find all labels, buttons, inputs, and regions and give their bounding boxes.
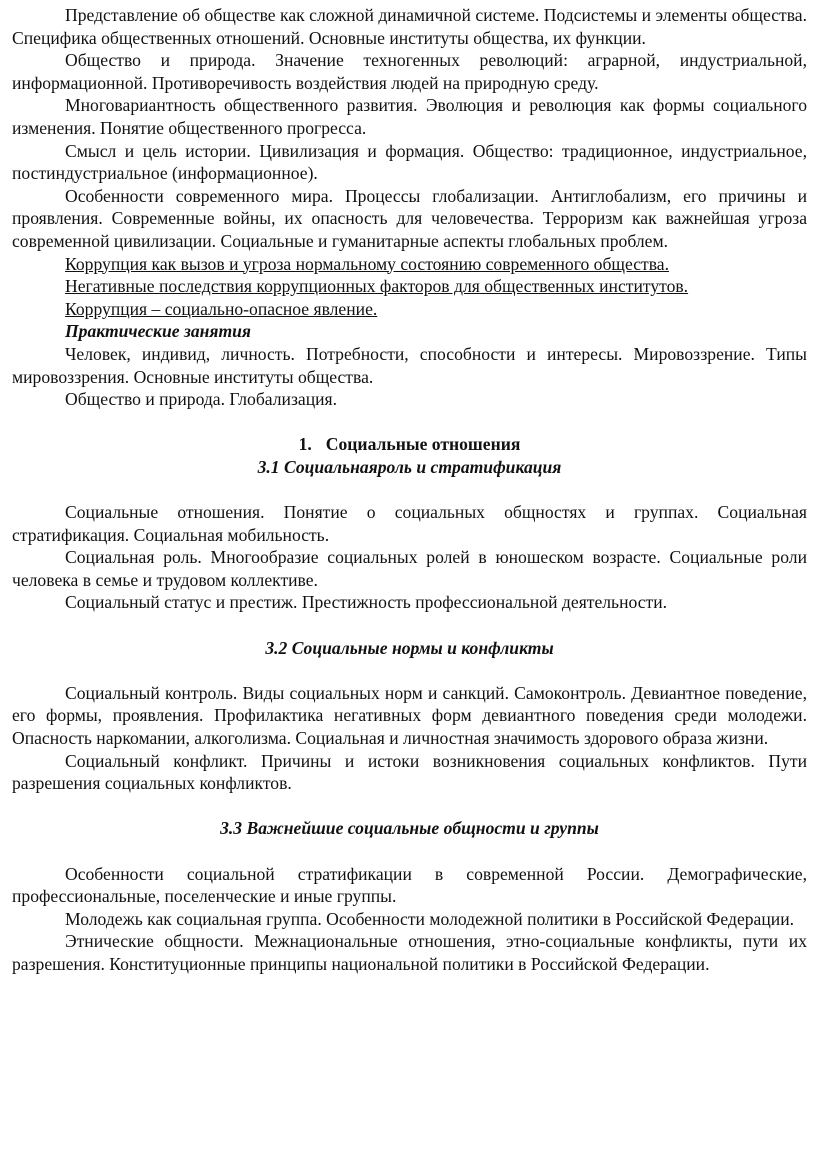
underlined-corruption-factors: Негативные последствия коррупционных факторов для общественных институтов. <box>65 276 689 297</box>
spacer <box>12 840 807 863</box>
spacer <box>12 614 807 637</box>
subsection-title-3-3: 3.3 Важнейшие социальные общности и группы <box>220 818 599 839</box>
spacer <box>12 478 807 501</box>
paragraph-society-nature: Общество и природа. Значение техногенных революций: аграрной, индустриальной, информационной. Противоречивость воздействия людей на природную среду. <box>12 50 807 93</box>
section-number: 1. <box>298 434 312 455</box>
paragraph-ethnic: Этнические общности. Межнациональные отношения, этно-социальные конфликты, пути их разрешения. Конституционные принципы национальной политики в Российской Федерации. <box>12 931 807 974</box>
paragraph-stratification-russia: Особенности социальной стратификации в современной России. Демографические, профессиональные, поселенческие и иные группы. <box>12 863 807 907</box>
spacer <box>12 795 807 818</box>
paragraph-society-system: Представление об обществе как сложной динамичной системе. Подсистемы и элементы общества. Специфика общественных отношений. Основные институты общества, их функции. <box>12 5 807 48</box>
paragraph-youth: Молодежь как социальная группа. Особенности молодежной политики в Российской Федерации. <box>65 908 795 929</box>
document-page <box>12 4 807 976</box>
spacer <box>12 659 807 682</box>
underlined-corruption-danger: Коррупция – социально-опасное явление. <box>65 298 378 319</box>
paragraph-social-control: Социальный контроль. Виды социальных норм и санкций. Самоконтроль. Девиантное поведение, его формы, проявления. Профилактика негативных форм девиантного поведения среди молодежи. Опасность наркомании, алкоголизма. Социальная и личностная значимость здорового образа жизни. <box>12 682 807 748</box>
subsection-title-3-1: 3.1 Социальнаяроль и стратификация <box>257 456 562 477</box>
practice-item: Общество и природа. Глобализация. <box>65 389 338 410</box>
paragraph-social-relations: Социальные отношения. Понятие о социальных общностях и группах. Социальная стратификация. Социальная мобильность. <box>12 502 807 545</box>
spacer <box>12 411 807 434</box>
paragraph-history: Смысл и цель истории. Цивилизация и формация. Общество: традиционное, индустриальное, постиндустриальное (информационное). <box>12 140 807 184</box>
practice-heading: Практические занятия <box>65 321 251 342</box>
section-title: Социальные отношения <box>325 434 521 455</box>
paragraph-social-conflict: Социальный конфликт. Причины и истоки возникновения социальных конфликтов. Пути разрешения социальных конфликтов. <box>12 750 807 794</box>
paragraph-social-status: Социальный статус и престиж. Престижность профессиональной деятельности. <box>65 592 668 613</box>
paragraph-development: Многовариантность общественного развития. Эволюция и революция как формы социального изменения. Понятие общественного прогресса. <box>12 95 807 138</box>
underlined-corruption-threat: Коррупция как вызов и угроза нормальному состоянию современного общества. <box>65 253 669 274</box>
subsection-title-3-2: 3.2 Социальные нормы и конфликты <box>265 637 554 658</box>
paragraph-social-role: Социальная роль. Многообразие социальных ролей в юношеском возрасте. Социальные роли человека в семье и трудовом коллективе. <box>12 547 807 590</box>
section-heading <box>12 433 807 456</box>
practice-item: Человек, индивид, личность. Потребности, способности и интересы. Мировоззрение. Типы мировоззрения. Основные институты общества. <box>12 343 807 387</box>
paragraph-modern-world: Особенности современного мира. Процессы глобализации. Антиглобализм, его причины и проявления. Современные войны, их опасность для человечества. Терроризм как важнейшая угроза современной цивилизации. Социальные и гуманитарные аспекты глобальных проблем. <box>12 185 807 251</box>
